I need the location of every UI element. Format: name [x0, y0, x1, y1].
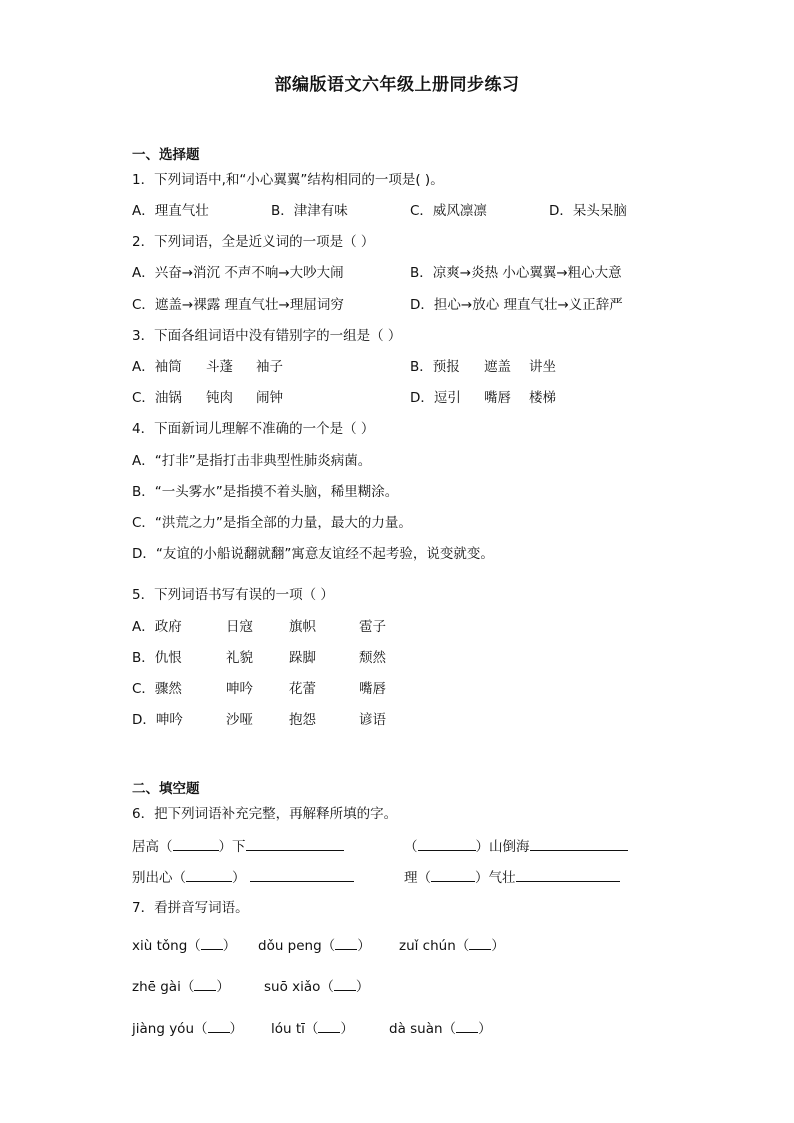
q5-b-word-2: 礼貌 — [226, 650, 253, 666]
q7-blank-8[interactable] — [456, 1019, 478, 1033]
q5-b-word-3: 跺脚 — [289, 650, 316, 666]
q7-pinyin-3: zuǐ chún（ — [399, 938, 470, 954]
q6-item-4-suffix: ）气壮 — [475, 870, 516, 886]
q5-row-c — [132, 680, 386, 698]
q6-item-3 — [132, 868, 354, 887]
q6-item-1-explain-blank[interactable] — [246, 837, 344, 851]
q7-pinyin-1: xiù tǒng（ — [132, 938, 201, 954]
q3-b-word-3: 讲坐 — [529, 359, 556, 375]
q5-row-b — [132, 649, 386, 667]
q5-d-word-2: 沙哑 — [226, 712, 253, 728]
q6-item-4-prefix: 理（ — [404, 870, 431, 886]
question-7-stem: 7．看拼音写词语。 — [132, 900, 249, 916]
q7-close-4: ） — [216, 979, 230, 995]
q3-option-d — [410, 389, 556, 407]
question-5-stem: 5．下列词语书写有误的一项（ ） — [132, 587, 334, 603]
q7-item-xiutong — [132, 936, 236, 955]
q2-option-b: B．凉爽→炎热 小心翼翼→粗心大意 — [410, 265, 622, 281]
q7-pinyin-5: suō xiǎo（ — [264, 979, 334, 995]
q7-close-7: ） — [340, 1021, 354, 1037]
q5-row-a — [132, 618, 386, 636]
q6-item-4-explain-blank[interactable] — [516, 868, 620, 882]
q6-item-3-char-blank[interactable] — [186, 868, 232, 882]
q7-close-5: ） — [355, 979, 370, 995]
q2-option-c: C．遮盖→裸露 理直气壮→理屈词穷 — [132, 297, 344, 313]
q7-blank-5[interactable] — [334, 977, 356, 991]
q4-option-c: C．“洪荒之力”是指全部的力量，最大的力量。 — [132, 515, 412, 531]
q2-option-d: D．担心→放心 理直气壮→义正辞严 — [410, 297, 623, 313]
q3-d-word-1: D．逗引 — [410, 390, 461, 406]
q3-d-word-2: 嘴唇 — [484, 390, 511, 406]
q7-pinyin-7: lóu tī（ — [271, 1021, 319, 1037]
q6-item-3-explain-blank[interactable] — [250, 868, 354, 882]
q7-close-2: ） — [357, 938, 371, 954]
q7-item-zhegai — [132, 977, 230, 996]
q5-c-word-3: 花蕾 — [289, 681, 316, 697]
q5-b-word-1: B．仇恨 — [132, 650, 182, 666]
q5-c-word-4: 嘴唇 — [359, 681, 386, 697]
q3-a-word-2: 斗蓬 — [206, 359, 233, 375]
q7-blank-4[interactable] — [194, 977, 216, 991]
q5-d-word-3: 抱怨 — [289, 712, 316, 728]
q3-c-word-2: 钝肉 — [206, 390, 233, 406]
q3-option-c — [132, 389, 283, 407]
q1-option-b: B．津津有味 — [271, 203, 348, 219]
q6-item-3-suffix: ） — [232, 870, 246, 886]
q6-item-2 — [404, 837, 628, 856]
q6-item-2-suffix: ）山倒海 — [475, 839, 530, 855]
q4-option-d: D．“友谊的小船说翻就翻”寓意友谊经不起考验，说变就变。 — [132, 546, 494, 562]
q6-item-1-suffix: ）下 — [218, 839, 246, 855]
q6-item-1-prefix: 居高（ — [132, 839, 173, 855]
q3-c-word-3: 闹钟 — [256, 390, 283, 406]
q3-d-word-3: 楼梯 — [529, 390, 556, 406]
q7-close-1: ） — [222, 938, 237, 954]
q5-row-d — [132, 711, 386, 729]
q6-item-2-char-blank[interactable] — [418, 837, 476, 851]
q1-option-d: D．呆头呆脑 — [549, 203, 627, 219]
q5-a-word-4: 雹子 — [359, 619, 386, 635]
q7-blank-1[interactable] — [201, 936, 223, 950]
q5-a-word-2: 日寇 — [226, 619, 253, 635]
q7-pinyin-6: jiàng yóu（ — [132, 1021, 208, 1037]
section-heading-fill-in: 二、填空题 — [132, 781, 200, 797]
q3-option-a — [132, 358, 283, 376]
q5-a-word-1: A．政府 — [132, 619, 182, 635]
q7-item-doupeng — [258, 936, 371, 955]
q7-pinyin-4: zhē gài（ — [132, 979, 195, 995]
q3-b-word-1: B．预报 — [410, 359, 460, 375]
question-4-stem: 4．下面新词儿理解不准确的一个是（ ） — [132, 421, 375, 437]
q6-item-1 — [132, 837, 344, 856]
q6-item-2-prefix: （ — [404, 839, 418, 855]
question-3-stem: 3．下面各组词语中没有错别字的一组是（ ） — [132, 328, 402, 344]
q7-item-zuichun — [399, 936, 505, 955]
q6-item-1-char-blank[interactable] — [173, 837, 219, 851]
q3-a-word-3: 袖子 — [256, 359, 283, 375]
q7-blank-6[interactable] — [208, 1019, 230, 1033]
q5-a-word-3: 旗帜 — [289, 619, 316, 635]
q1-option-c: C．威风凛凛 — [410, 203, 487, 219]
q3-option-b — [410, 358, 556, 376]
q7-close-3: ） — [491, 938, 505, 954]
q6-item-2-explain-blank[interactable] — [530, 837, 628, 851]
q5-c-word-1: C．骤然 — [132, 681, 182, 697]
q3-a-word-1: A．袖筒 — [132, 359, 182, 375]
q7-item-suoxiao — [264, 977, 369, 996]
q3-c-word-1: C．油锅 — [132, 390, 182, 406]
q5-d-word-4: 谚语 — [359, 712, 386, 728]
q4-option-b: B．“一头雾水”是指摸不着头脑，稀里糊涂。 — [132, 484, 399, 500]
section-heading-choice: 一、选择题 — [132, 147, 200, 163]
q7-item-dasuan — [389, 1019, 492, 1038]
q7-pinyin-2: dǒu peng（ — [258, 938, 336, 954]
q3-b-word-2: 遮盖 — [484, 359, 511, 375]
q6-item-4 — [404, 868, 620, 887]
q2-option-a: A．兴奋→消沉 不声不响→大吵大闹 — [132, 265, 344, 281]
q7-blank-7[interactable] — [318, 1019, 340, 1033]
q7-pinyin-8: dà suàn（ — [389, 1021, 457, 1037]
q5-d-word-1: D．呻吟 — [132, 712, 183, 728]
q1-option-a: A．理直气壮 — [132, 203, 209, 219]
question-2-stem: 2．下列词语，全是近义词的一项是（ ） — [132, 234, 375, 250]
question-1-stem: 1．下列词语中,和“小心翼翼”结构相同的一项是( )。 — [132, 172, 444, 188]
question-6-stem: 6．把下列词语补充完整，再解释所填的字。 — [132, 806, 398, 822]
q4-option-a: A．“打非”是指打击非典型性肺炎病菌。 — [132, 453, 372, 469]
q6-item-4-char-blank[interactable] — [431, 868, 475, 882]
q6-item-3-prefix: 别出心（ — [132, 870, 186, 886]
q5-c-word-2: 呻吟 — [226, 681, 253, 697]
q7-item-jiangyou — [132, 1019, 243, 1038]
q7-item-louti — [271, 1019, 354, 1038]
q7-close-6: ） — [229, 1021, 243, 1037]
q7-close-8: ） — [478, 1021, 492, 1037]
q7-blank-2[interactable] — [335, 936, 357, 950]
q7-blank-3[interactable] — [469, 936, 491, 950]
q5-b-word-4: 颓然 — [359, 650, 386, 666]
page-title: 部编版语文六年级上册同步练习 — [274, 75, 520, 95]
